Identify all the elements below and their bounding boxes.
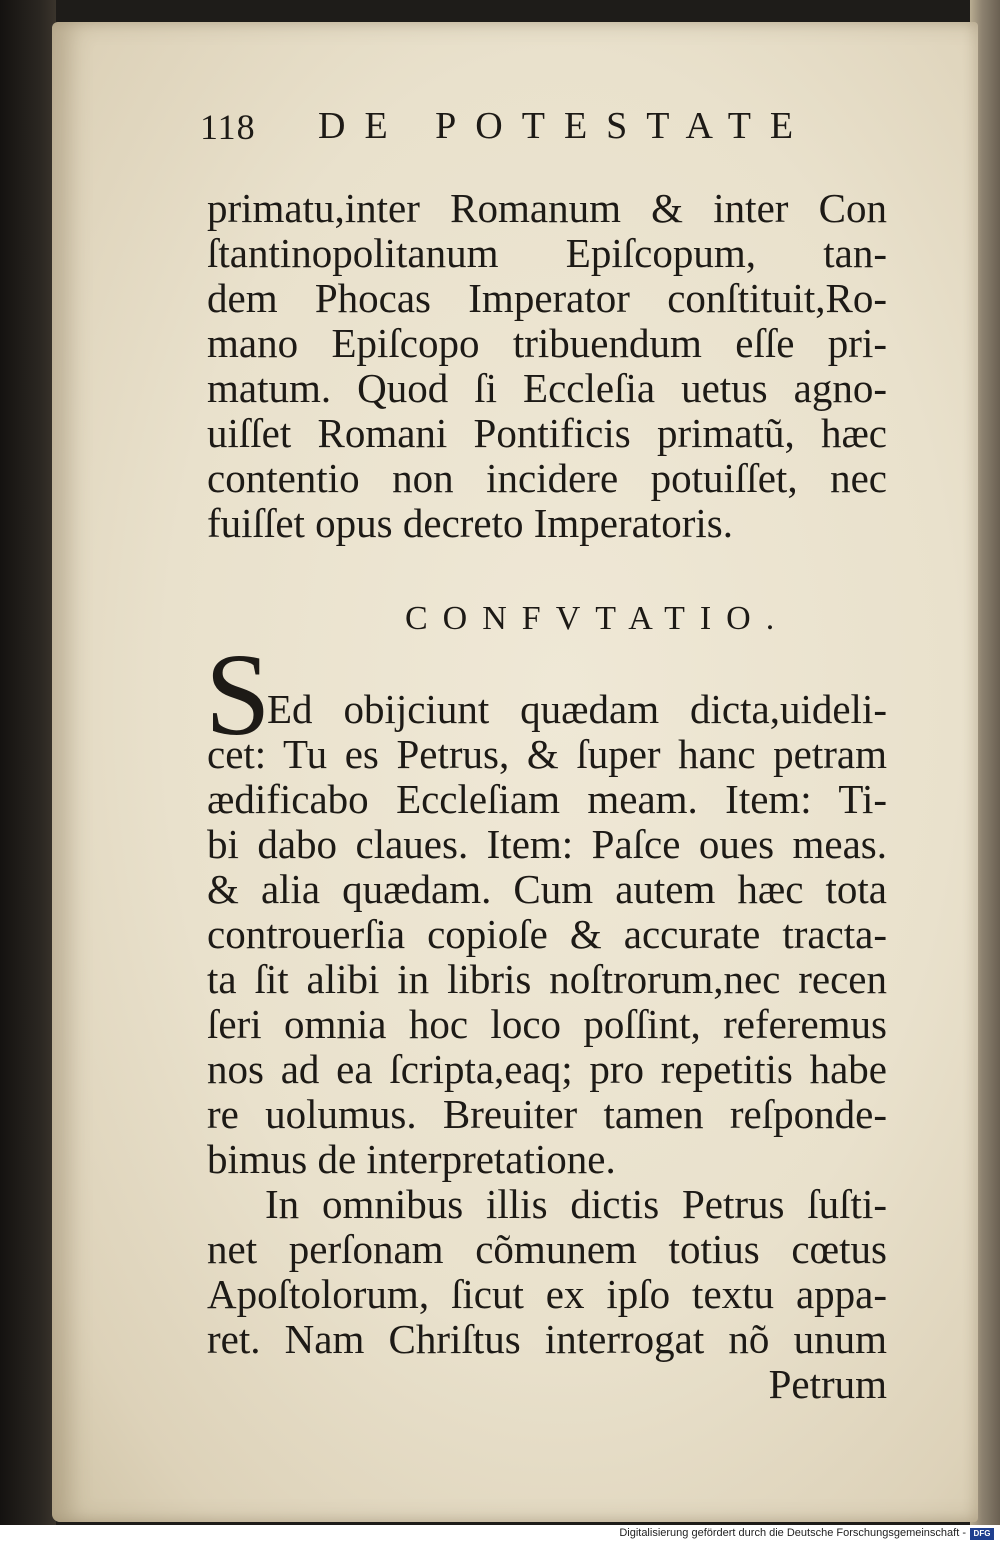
text-line: bi dabo claues. Item: Paſce oues meas.: [207, 821, 887, 867]
text-line: ſtantinopolitanum Epiſcopum, tan-: [207, 230, 887, 276]
text-line: nos ad ea ſcripta,eaq; pro repetitis habe: [207, 1046, 887, 1092]
text-line: mano Epiſcopo tribuendum eſſe pri-: [207, 320, 887, 366]
section-title: CONFVTATIO.: [405, 600, 790, 637]
text-line: ſeri omnia hoc loco poſſint, referemus: [207, 1001, 887, 1047]
running-head: DE POTESTATE: [318, 105, 813, 147]
text-line: ret. Nam Chriſtus interrogat nõ unum: [207, 1316, 887, 1362]
text-line: dem Phocas Imperator conſtituit,Ro-: [207, 275, 887, 321]
catchword: Petrum: [768, 1361, 887, 1407]
text-line: fuiſſet opus decreto Imperatoris.: [207, 500, 733, 546]
text-line: primatu,inter Romanum & inter Con: [207, 185, 887, 231]
text-line: Ed obijciunt quædam dicta,uideli-: [267, 686, 887, 732]
text-line: ta ſit alibi in libris noſtrorum,nec recen: [207, 956, 887, 1002]
text-line: bimus de interpretatione.: [207, 1136, 616, 1182]
paragraph-1: [207, 186, 887, 546]
text-line: In omnibus illis dictis Petrus ſuſti-: [265, 1181, 887, 1227]
text-line: ædificabo Eccleſiam meam. Item: Ti-: [207, 776, 887, 822]
digitization-credit: Digitalisierung gefördert durch die Deutsche Forschungsgemeinschaft -: [619, 1527, 966, 1539]
text-line: re uolumus. Breuiter tamen reſponde-: [207, 1091, 887, 1137]
paragraph-3: [207, 1182, 887, 1407]
folio-number: 118: [200, 107, 256, 147]
paragraph-2: [207, 687, 887, 1182]
text-line: contentio non incidere potuiſſet, nec: [207, 455, 887, 501]
book-binding-shadow: [0, 0, 56, 1525]
text-line: uiſſet Romani Pontificis primatũ, hæc: [207, 410, 887, 456]
text-line: matum. Quod ſi Eccleſia uetus agno-: [207, 365, 887, 411]
dfg-logo: DFG: [970, 1528, 994, 1540]
page-header: [200, 98, 820, 162]
text-line: controuerſia copioſe & accurate tracta-: [207, 911, 887, 957]
drop-initial: S: [205, 629, 271, 760]
text-line: Apoſtolorum, ſicut ex ipſo textu appa-: [207, 1271, 887, 1317]
text-line: net perſonam cõmunem totius cœtus: [207, 1226, 887, 1272]
text-line: & alia quædam. Cum autem hæc tota: [207, 866, 887, 912]
text-line: cet: Tu es Petrus, & ſuper hanc petram: [207, 731, 887, 777]
